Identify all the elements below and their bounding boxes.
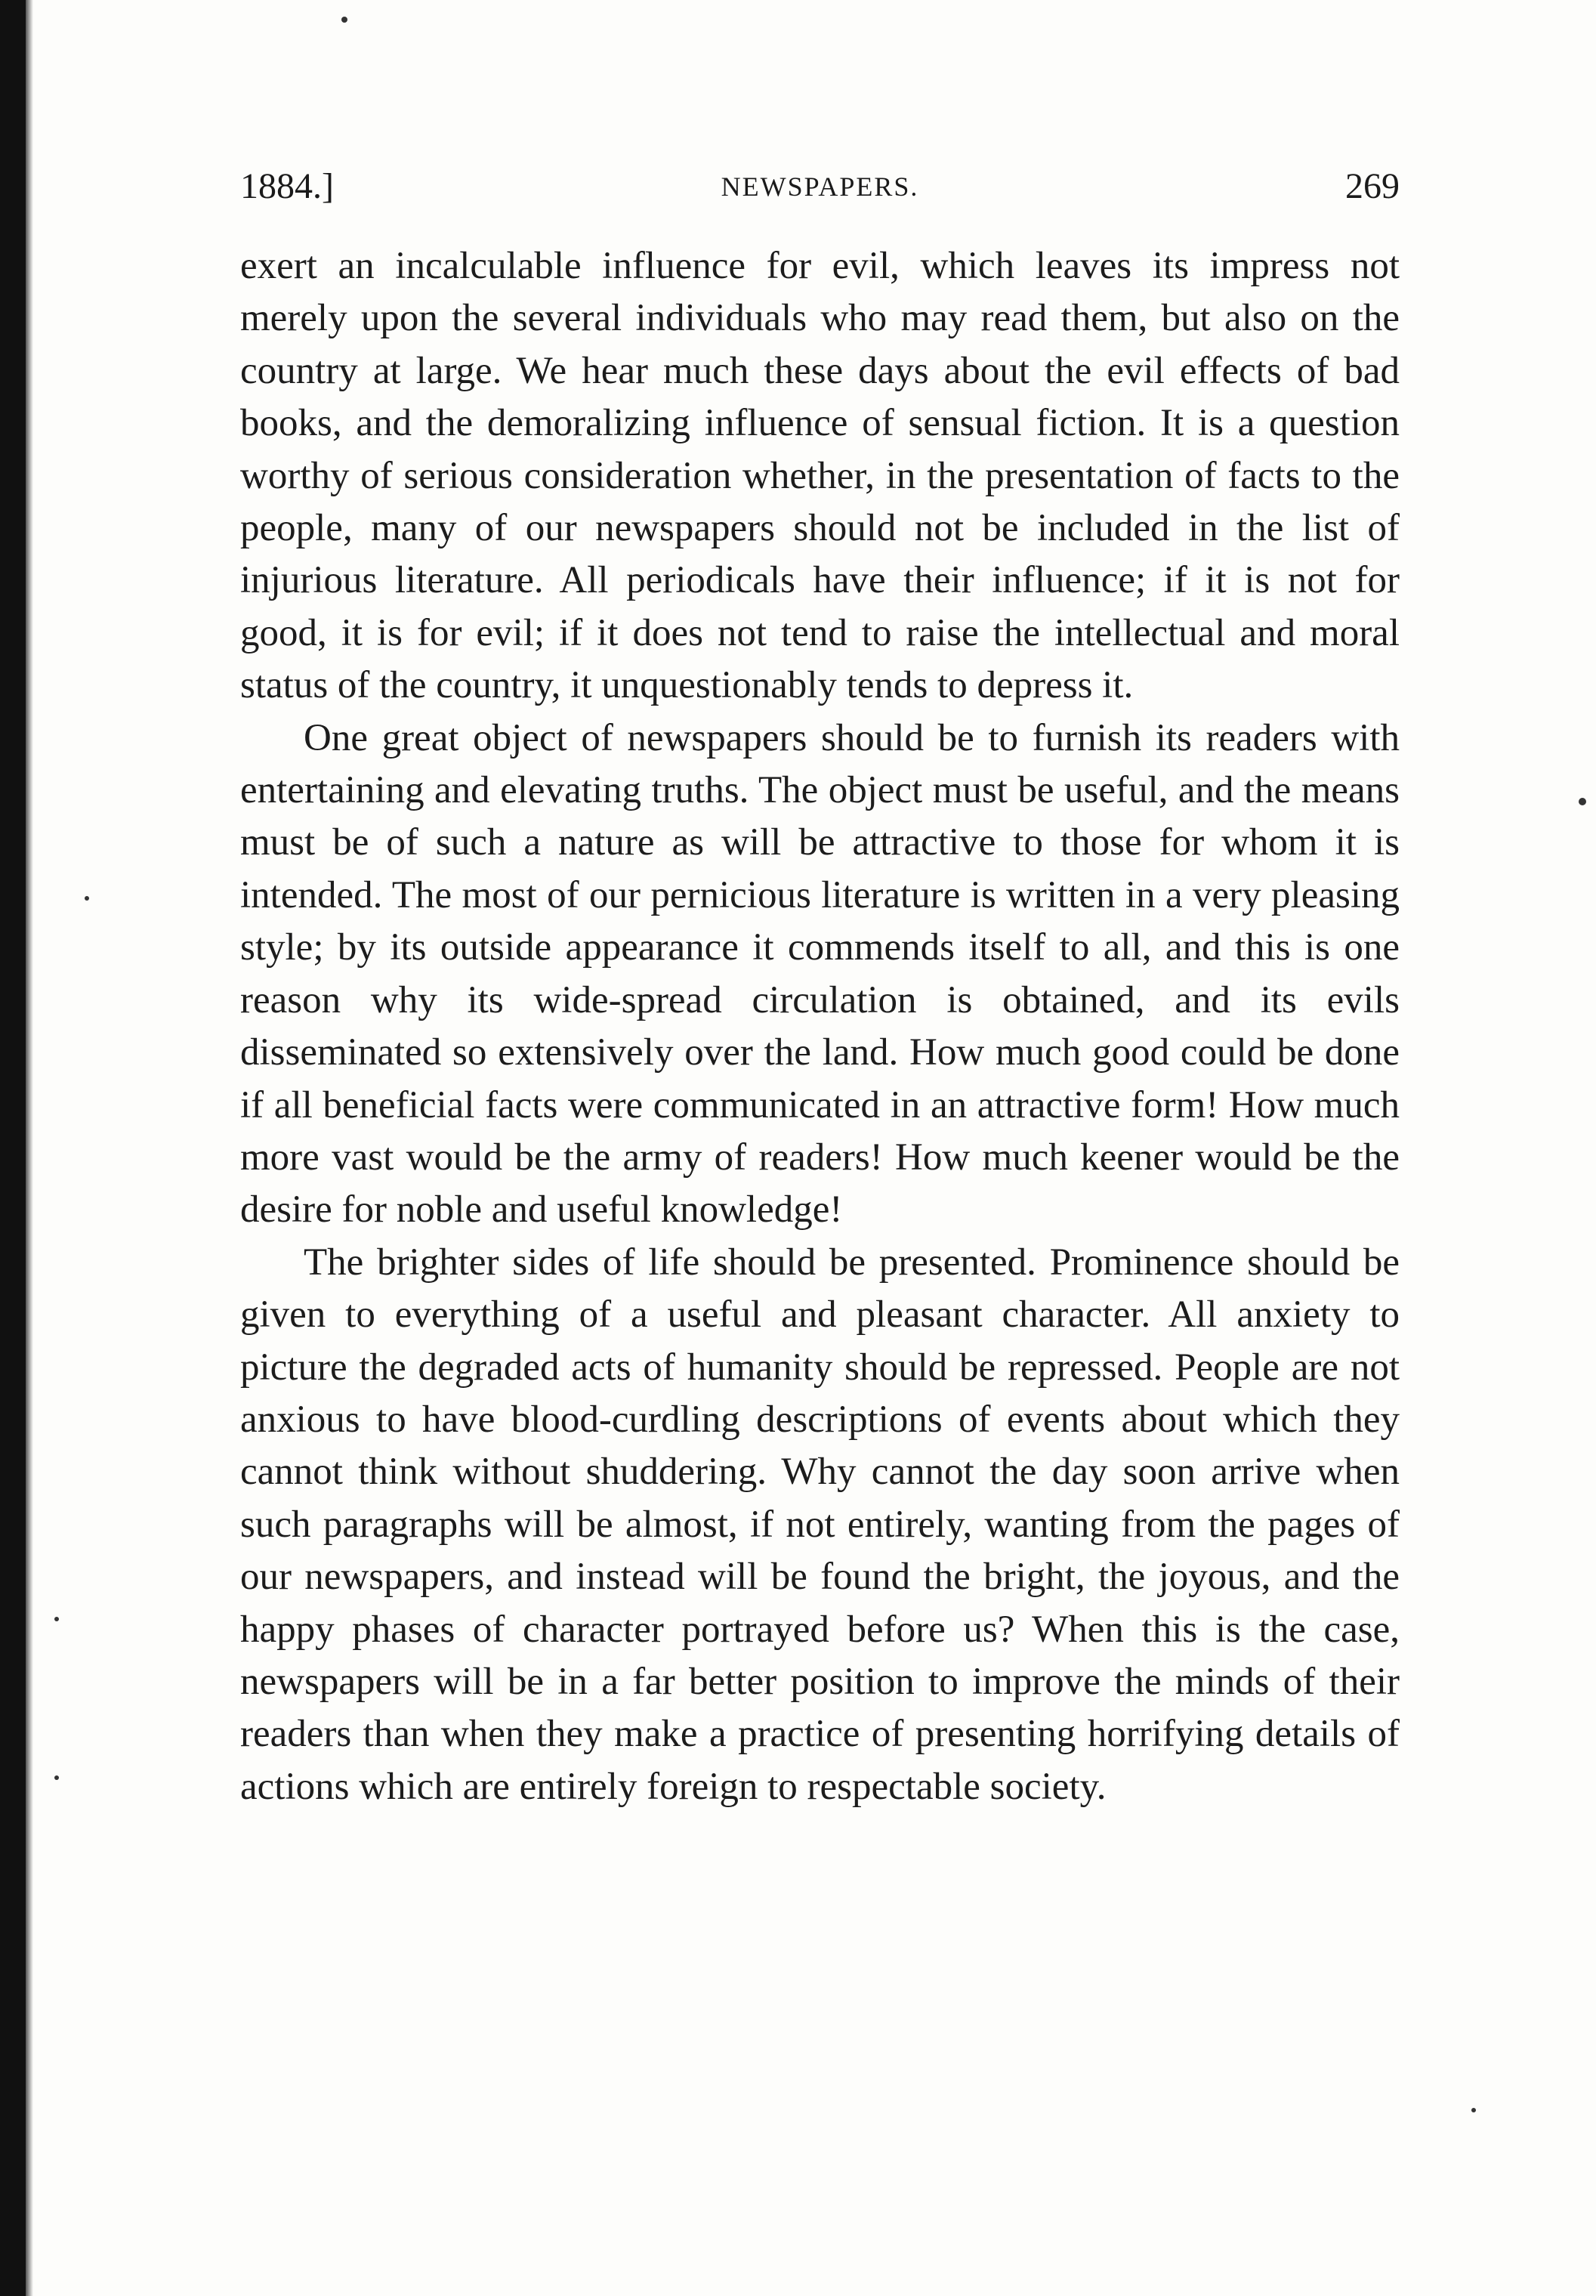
paragraph-2: One great object of newspapers should be to furnish its readers with entertaining and elevating truths. The object must be useful, and the means must be of such a nature as will be attractive to those for whom it is intended. The most of our pernicious literature is written in a very pleasing style; by its outside appearance it commends itself to all, and this is one reason why its wide-spread circulation is obtained, and its evils disseminated so extensively over the land. How much good could be done if all beneficial facts were communicated in an attractive form! How much more vast would be the army of readers! How much keener would be the desire for noble and useful knowledge! [240, 716, 1400, 1231]
body-text [240, 240, 1400, 1813]
page-binding-gradient [26, 0, 33, 2296]
running-head-year: 1884.] [240, 166, 334, 206]
running-head [240, 160, 1400, 213]
scan-speck [1579, 798, 1586, 805]
paragraph-3: The brighter sides of life should be presented. Prominence should be given to everything of a useful and pleasant character. All anxiety to picture the degraded acts of humanity should be repressed. People are not anxious to have blood-curdling descriptions of events about which they cannot think without shuddering. Why cannot the day soon arrive when such paragraphs will be almost, if not entirely, wanting from the pages of our newspapers, and instead will be found the bright, the joyous, and the happy phases of character portrayed before us? When this is the case, newspapers will be in a far better position to improve the minds of their readers than when they make a practice of presenting horrifying details of actions which are entirely foreign to respectable society. [240, 1241, 1400, 1808]
running-head-title: NEWSPAPERS. [721, 172, 919, 202]
scan-speck [54, 1617, 59, 1621]
scan-speck [341, 17, 347, 23]
paragraph-1: exert an incalculable influence for evil, which leaves its impress not merely upon the several individuals who may read them, but also on the country at large. We hear much these days about the evil effects of bad books, and the demoralizing influence of sensual fiction. It is a question worthy of serious consideration whether, in the presentation of facts to the people, many of our newspapers should not be included in the list of injurious literature. All periodicals have their influence; if it is not for good, it is for evil; if it does not tend to raise the intellectual and moral status of the country, it unquestionably tends to depress it. [240, 245, 1400, 707]
scan-speck [1471, 2108, 1476, 2112]
page-binding-shadow [0, 0, 26, 2296]
page-number: 269 [1345, 166, 1400, 206]
scan-speck [85, 896, 89, 901]
scan-speck [54, 1775, 59, 1780]
